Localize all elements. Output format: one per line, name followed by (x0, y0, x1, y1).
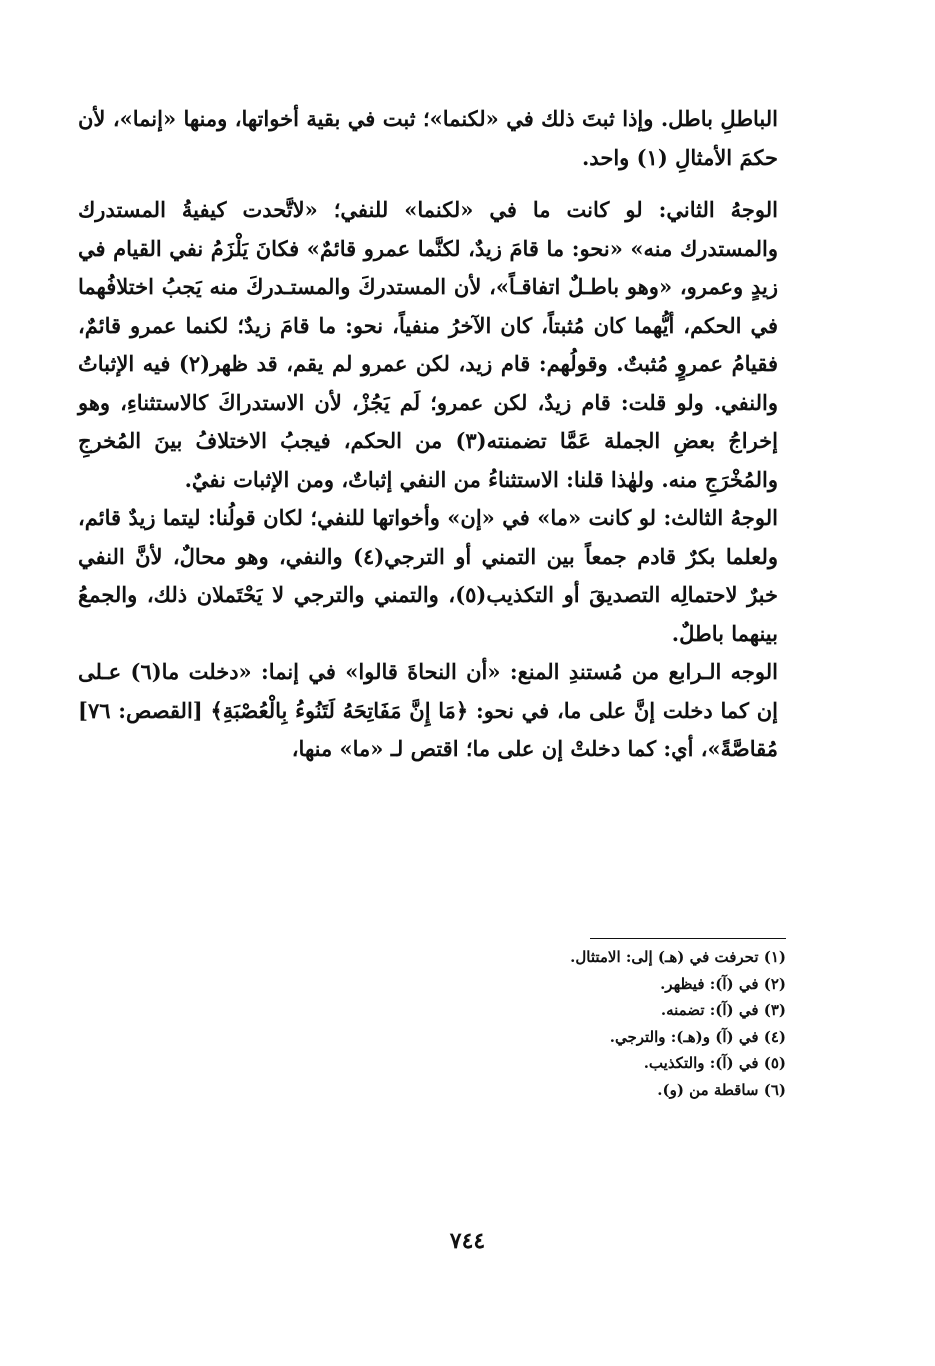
footnote-item: (٢) في (آ): فيظهر. (660, 974, 786, 993)
page-number: ٧٤٤ (449, 1228, 486, 1254)
footnote-item: (٦) ساقطة من (و). (657, 1080, 786, 1099)
footnotes (420, 944, 786, 1103)
paragraph-third-aspect: الوجهُ الثالث: لو كانت «ما» في «إن» وأخواتها للنفي؛ لكان قولُنا: ليتما زيدٌ قائم، ولعلما بكرٌ قادم جمعاً بين التمني أو الترجي(٤) والنفي، وهو محالٌ، لأنَّ النفي خبرٌ لاحتمالِه التصديقَ أو التكذيب(٥)، والتمني والترجي لا يَحْتَملان ذلك، والجمعُ بينهما باطلٌ. (78, 505, 778, 646)
footnote-item: (٣) في (آ): تضمنه. (660, 1001, 786, 1019)
paragraph-fourth-aspect: الوجه الـرابع من مُستندِ المنع: «أن النحاةَ قالوا» في إنما: «دخلت ما(٦) عـلى إن كما دخلت إنَّ على ما، في نحو: ﴿مَا إِنَّ مَفَاتِحَهُ لَتَنُوءُ بِالْعُصْبَةِ﴾ [القصص: ٧٦] مُقاصَّةً»، أي: كما دخلتْ إن على ما؛ اقتص لـ «ما» منها، (78, 659, 778, 761)
footnote-item: (٥) في (آ): والتكذيب. (643, 1054, 786, 1072)
paragraph-continuation: الباطلِ باطل. وإذا ثبتَ ذلك في «لكنما»؛ ثبت في بقية أخواتها، ومنها «إنما»، لأن حكمَ الأمثالِ (١) واحد. (78, 106, 778, 170)
footnote-item: (٤) في (آ) و(هـ): والترجي. (609, 1027, 786, 1046)
paragraph-second-aspect: الوجهُ الثاني: لو كانت ما في «لكنما» للنفي؛ «لاتَّحدت كيفيةُ المستدرك والمستدرك منه» «نحو: ما قامَ زيدٌ، لكنَّما عمرو قائمٌ» فكانَ يَلْزَمُ نفي القيام في زيدٍ وعمرو، «وهو باطـلٌ اتفاقـاً»، لأن المستدركَ والمستـدركَ منه يَجبُ اختلافُهما في الحكم، أيُّهما كان مُثبتاً، كان الآخرُ منفياً، نحو: ما قامَ زيدٌ؛ لكنما عمرو قائمٌ، فقيامُ عمروٍ مُثبتٌ. وقولُهم: قام زيد، لكن عمرو لم يقم، قد ظهر(٢) فيه الإثباتُ والنفي. ولو قلت: قام زيدٌ، لكن عمرو؛ لَم يَجُزْ، لأن الاستدراكَ كالاستثناءِ، وهو إخراجُ بعضِ الجملة عَمَّا تضمنته(٣) من الحكم، فيجبُ الاختلافُ بينَ المُخرجِ والمُخْرَجِ منه. ولهٰذا قلنا: الاستثناءُ من النفي إثباتٌ، ومن الإثبات نفيٌ. (78, 197, 778, 492)
main-text (78, 100, 778, 769)
footnote-divider (590, 938, 786, 939)
footnote-item: (١) تحرفت في (هـ) إلى: الامتثال. (570, 948, 786, 966)
